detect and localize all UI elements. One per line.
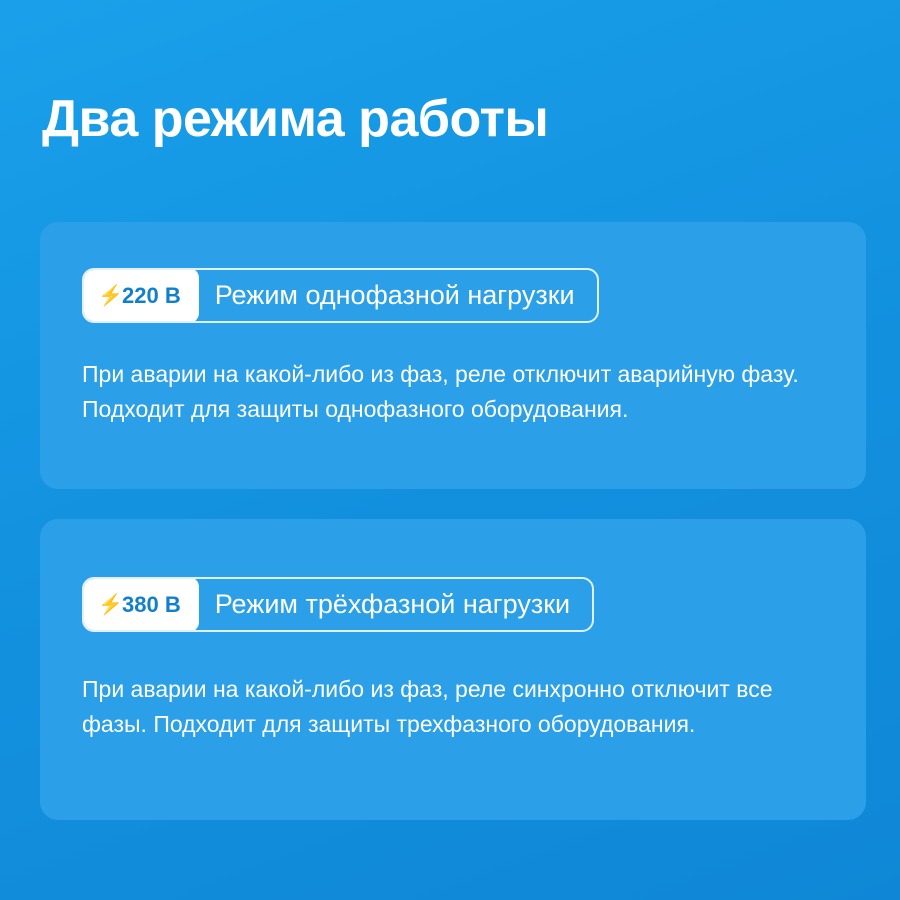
- mode-pill-single-phase: [82, 268, 599, 323]
- bolt-icon: ⚡: [98, 284, 123, 307]
- voltage-badge-220: [82, 268, 199, 323]
- mode-label-single-phase: Режим однофазной нагрузки: [214, 280, 575, 310]
- voltage-badge-value: 380 В: [122, 591, 181, 617]
- mode-card-three-phase: [40, 519, 866, 820]
- mode-label-three-phase: Режим трёхфазной нагрузки: [214, 589, 571, 619]
- mode-description-three-phase: При аварии на какой-либо из фаз, реле синхронно отключит все фазы. Подходит для защиты трехфазного оборудования.: [82, 676, 773, 737]
- voltage-badge-380: [82, 577, 199, 632]
- mode-card-single-phase: [40, 222, 866, 489]
- voltage-badge-value: 220 В: [122, 282, 181, 308]
- bolt-icon: ⚡: [98, 593, 123, 616]
- mode-cards: [40, 222, 866, 850]
- page-title: Два режима работы: [42, 89, 549, 148]
- mode-pill-three-phase: [82, 577, 594, 632]
- mode-description-single-phase: При аварии на какой-либо из фаз, реле отключит аварийную фазу. Подходит для защиты однофазного оборудования.: [82, 361, 799, 422]
